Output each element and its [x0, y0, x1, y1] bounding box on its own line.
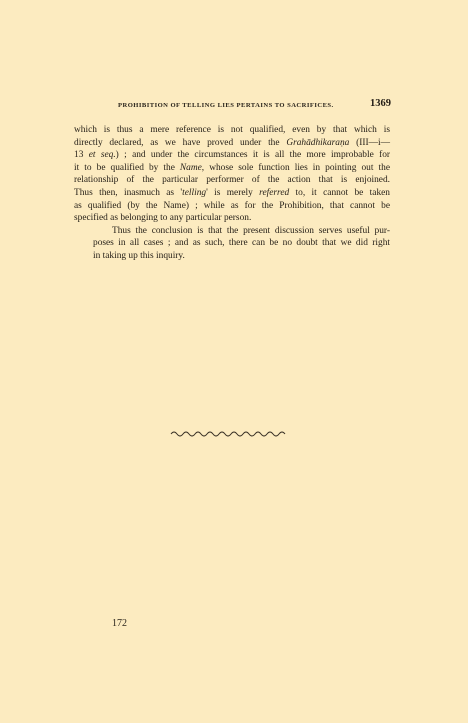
- body-text: [74, 124, 390, 263]
- paragraph-1: [74, 124, 390, 225]
- italic-term: referred: [259, 187, 290, 198]
- text-line: in taking up this inquiry.: [93, 250, 185, 261]
- paragraph-2: [74, 225, 390, 263]
- ornament-wave: [171, 432, 285, 436]
- text-line: it to be qualified by the Name, whose sole function lies in pointing out the: [74, 162, 390, 173]
- text-line: Thus the conclusion is that the present discussion serves useful pur-: [112, 225, 390, 236]
- ornamental-rule: [170, 428, 288, 438]
- text-line: poses in all cases ; and as such, there can be no doubt that we did right: [93, 238, 390, 249]
- text-line: Thus then, inasmuch as 'telling' is merely referred to, it cannot be taken: [74, 187, 390, 198]
- italic-term: et seq.: [88, 150, 116, 161]
- text-line: specified as belonging to any particular person.: [74, 213, 252, 224]
- italic-term: telling: [182, 187, 207, 198]
- text-line: which is thus a mere reference is not qualified, even by that which is: [74, 125, 390, 135]
- text-line: directly declared, as we have proved under the Grahādhikaraṇa (III—i—: [74, 137, 390, 148]
- text-line: as qualified (by the Name) ; while as for the Prohibition, that cannot be: [74, 200, 390, 211]
- page-number: 1369: [370, 98, 391, 109]
- text-line: 13 et seq.) ; and under the circumstances it is all the more improbable for: [74, 150, 391, 161]
- text-line: relationship of the particular performer of the action that is enjoined.: [74, 175, 390, 186]
- italic-term: Grahādhikaraṇa: [286, 137, 350, 148]
- running-title: PROHIBITION OF TELLING LIES PERTAINS TO SACRIFICES.: [118, 102, 334, 109]
- italic-term: Name: [179, 162, 202, 173]
- signature-mark: 172: [112, 618, 127, 629]
